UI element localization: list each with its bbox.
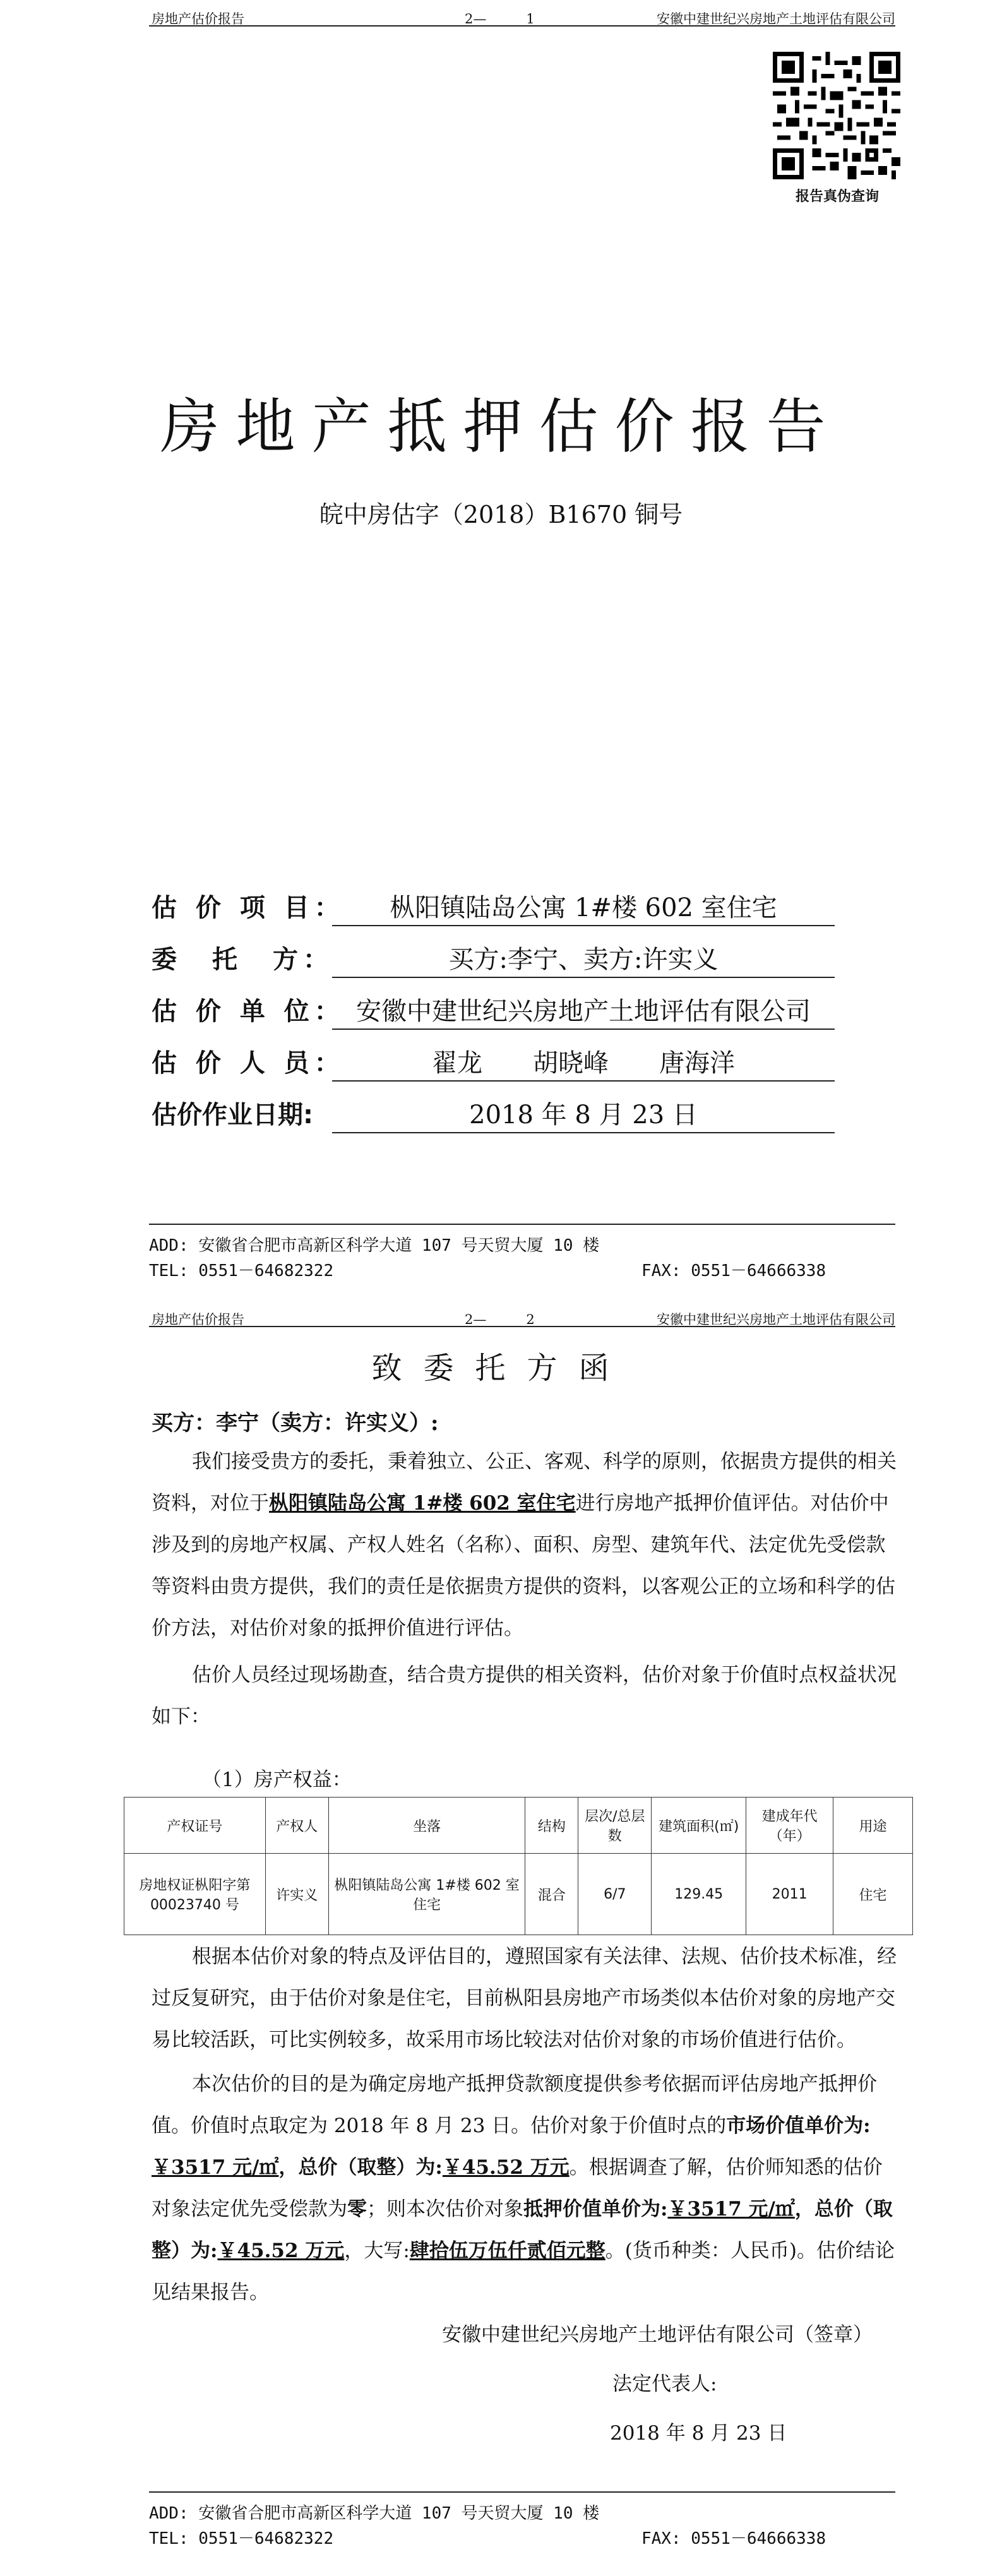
header-company: 安徽中建世纪兴房地产土地评估有限公司 bbox=[657, 1312, 895, 1327]
table-cell: 许实义 bbox=[265, 1854, 328, 1935]
field-label: 估价作业日期: bbox=[152, 1100, 313, 1130]
market-unit-price-label: 市场价值单价为: bbox=[726, 2114, 871, 2137]
field-value: 枞阳镇陆岛公寓 1#楼 602 室住宅 bbox=[332, 888, 835, 926]
paragraph-intro bbox=[152, 1441, 898, 1649]
field-value: 2018 年 8 月 23 日 bbox=[332, 1095, 835, 1133]
column-header: 结构 bbox=[525, 1798, 578, 1854]
letter-title: 致委托方函 bbox=[371, 1351, 631, 1386]
header-left: 房地产估价报告 bbox=[152, 11, 244, 27]
column-header: 坐落 bbox=[328, 1798, 525, 1854]
market-unit-price: ￥3517 元/㎡ bbox=[152, 2156, 279, 2179]
market-total-price: ￥45.52 万元 bbox=[442, 2156, 570, 2179]
column-header: 用途 bbox=[833, 1798, 913, 1854]
table-row bbox=[124, 1854, 913, 1935]
mortgage-total-label: ，总价（取整）为: bbox=[152, 2198, 893, 2262]
footer-fax: FAX: 0551－64666338 bbox=[641, 2529, 826, 2548]
text: 我们接受贵方的委托，秉着独立、公正、客观、科学的原则，依据贵方提供的相关资料，对位于 bbox=[152, 1450, 897, 1515]
report-title: 房地产抵押估价报告 bbox=[160, 393, 842, 462]
text: 进行房地产抵押价值评估。对估价中涉及到的房地产权属、产权人姓名（名称）、面积、房型、建筑年代、法定优先受偿款等资料由贵方提供，我们的责任是依据贵方提供的资料，以客观公正的立场和科学的估价方法，对估价对象的抵押价值进行评估。 bbox=[152, 1492, 895, 1640]
field-label: 估 价 项 目： bbox=[152, 893, 345, 922]
field-work-date bbox=[152, 1095, 859, 1134]
text: 。根据调查了解，估价师知悉的估价对象法定优先受偿款为 bbox=[152, 2156, 883, 2221]
table-cell: 2011 bbox=[746, 1854, 833, 1935]
field-label: 委 托 方： bbox=[152, 945, 333, 974]
letter-addressee: 买方：李宁（卖方：许实义）: bbox=[152, 1410, 439, 1436]
table-cell: 枞阳镇陆岛公寓 1#楼 602 室住宅 bbox=[328, 1854, 525, 1935]
field-appraisers bbox=[152, 1043, 859, 1082]
field-value: 买方:李宁、卖方:许实义 bbox=[332, 939, 835, 978]
text: ；则本次估价对象 bbox=[367, 2198, 523, 2221]
field-project bbox=[152, 888, 859, 927]
text: 本次估价的目的是为确定房地产抵押贷款额度提供参考依据而评估房地产抵押价值。价值时点取定为 2018 年 8 月 23 日。估价对象于价值时点的 bbox=[152, 2073, 877, 2137]
footer-address: ADD: 安徽省合肥市高新区科学大道 107 号天贸大厦 10 楼 bbox=[149, 2504, 600, 2523]
text: 。(货币种类：人民币)。估价结论见结果报告。 bbox=[152, 2239, 895, 2304]
page-header bbox=[149, 9, 895, 27]
mortgage-unit-price: ￥3517 元/㎡ bbox=[667, 2198, 795, 2221]
page-header bbox=[149, 1309, 895, 1327]
column-header: 层次/总层数 bbox=[578, 1798, 652, 1854]
table-cell: 129.45 bbox=[652, 1854, 746, 1935]
table-cell: 住宅 bbox=[833, 1854, 913, 1935]
qr-caption: 报告真伪查询 bbox=[795, 189, 879, 205]
mortgage-total-price: ￥45.52 万元 bbox=[217, 2239, 345, 2262]
legal-representative: 法定代表人: bbox=[612, 2373, 717, 2395]
column-header: 建筑面积(㎡) bbox=[652, 1798, 746, 1854]
paragraph-method: 根据本估价对象的特点及评估目的，遵照国家有关法律、法规、估价技术标准，经过反复研究，由于估价对象是住宅，目前枞阳县房地产市场类似本估价对象的房地产交易比较活跃，可比实例较多，故采用市场比较法对估价对象的市场价值进行估价。 bbox=[152, 1945, 897, 2051]
field-value: 翟龙 胡晓峰 唐海洋 bbox=[332, 1043, 835, 1082]
footer-tel: TEL: 0551－64682322 bbox=[149, 1261, 334, 1280]
table-cell: 混合 bbox=[525, 1854, 578, 1935]
paragraph-conclusion bbox=[152, 2063, 898, 2313]
column-header: 产权证号 bbox=[124, 1798, 266, 1854]
header-page-number: 2— 1 bbox=[465, 11, 535, 27]
report-number: 皖中房估字（2018）B1670 铜号 bbox=[319, 501, 683, 528]
header-left: 房地产估价报告 bbox=[152, 1312, 244, 1327]
property-address: 枞阳镇陆岛公寓 1#楼 602 室住宅 bbox=[269, 1492, 576, 1515]
amount-in-words: 肆拾伍万伍仟贰佰元整 bbox=[409, 2239, 605, 2262]
table-header-row bbox=[124, 1798, 913, 1854]
priority-claim: 零 bbox=[347, 2198, 367, 2221]
table-cell: 6/7 bbox=[578, 1854, 652, 1935]
text: ，大写: bbox=[344, 2239, 410, 2262]
signature-company: 安徽中建世纪兴房地产土地评估有限公司（签章） bbox=[442, 2323, 873, 2346]
field-label: 估 价 人 员： bbox=[152, 1049, 345, 1078]
field-appraiser-company bbox=[152, 991, 859, 1030]
field-value: 安徽中建世纪兴房地产土地评估有限公司 bbox=[332, 991, 835, 1030]
market-total-label: ，总价（取整）为: bbox=[278, 2156, 443, 2179]
column-header: 产权人 bbox=[265, 1798, 328, 1854]
column-header: 建成年代（年） bbox=[746, 1798, 833, 1854]
paragraph-survey: 估价人员经过现场勘查，结合贵方提供的相关资料，估价对象于价值时点权益状况如下： bbox=[152, 1664, 897, 1728]
footer-divider bbox=[149, 2491, 895, 2493]
letter-page bbox=[0, 1301, 1002, 2576]
field-label: 估 价 单 位： bbox=[152, 997, 345, 1026]
header-company: 安徽中建世纪兴房地产土地评估有限公司 bbox=[657, 11, 895, 27]
footer-divider bbox=[149, 1224, 895, 1225]
qr-code-icon[interactable] bbox=[773, 52, 900, 179]
property-rights-table bbox=[124, 1797, 913, 1935]
footer-tel: TEL: 0551－64682322 bbox=[149, 2529, 334, 2548]
signature-date: 2018 年 8 月 23 日 bbox=[610, 2422, 787, 2445]
footer-fax: FAX: 0551－64666338 bbox=[641, 1261, 826, 1280]
header-page-number: 2— 2 bbox=[465, 1312, 535, 1327]
footer-address: ADD: 安徽省合肥市高新区科学大道 107 号天贸大厦 10 楼 bbox=[149, 1236, 600, 1255]
table-cell: 房地权证枞阳字第00023740 号 bbox=[124, 1854, 266, 1935]
mortgage-unit-price-label: 抵押价值单价为: bbox=[523, 2198, 668, 2221]
field-client bbox=[152, 939, 859, 979]
subsection-heading: （1）房产权益： bbox=[202, 1768, 352, 1791]
